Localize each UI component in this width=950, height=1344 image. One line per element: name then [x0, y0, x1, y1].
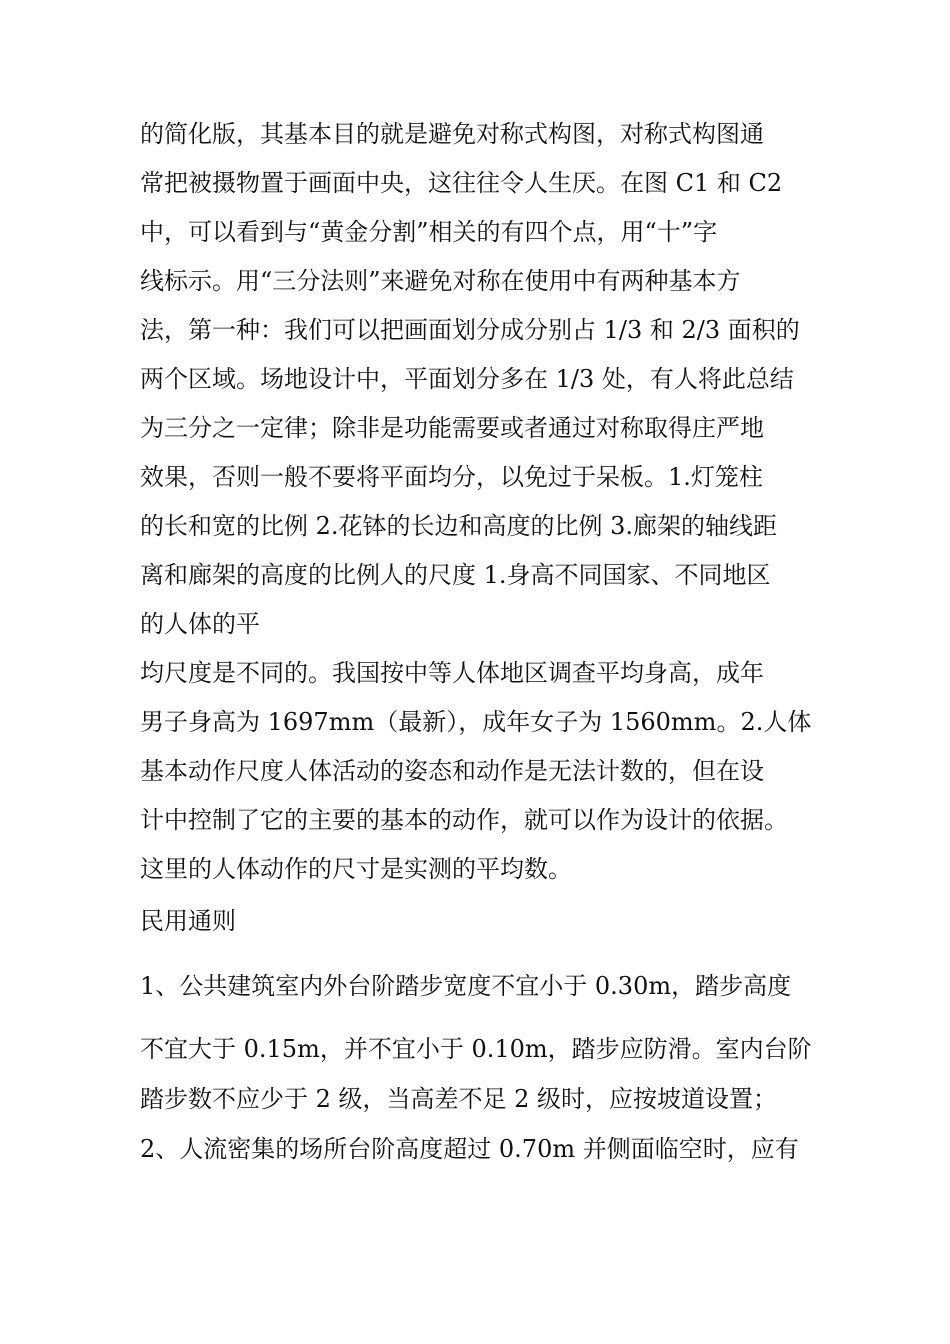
text-line: 法，第一种：我们可以把画面划分成分别占 1/3 和 2/3 面积的 — [140, 316, 800, 344]
text-line: 常把被摄物置于画面中央，这往往令人生厌。在图 C1 和 C2 — [140, 169, 783, 197]
text-line: 不宜大于 0.15m，并不宜小于 0.10m，踏步应防滑。室内台阶 — [140, 1035, 812, 1063]
text-line: 离和廊架的高度的比例人的尺度 1.身高不同国家、不同地区 — [140, 561, 771, 589]
text-line: 这里的人体动作的尺寸是实测的平均数。 — [140, 855, 572, 883]
text-line: 的人体的平 — [140, 610, 260, 638]
text-line: 1、公共建筑室内外台阶踏步宽度不宜小于 0.30m，踏步高度 — [140, 972, 792, 1000]
text-line: 效果，否则一般不要将平面均分，以免过于呆板。1.灯笼柱 — [140, 463, 763, 491]
text-line: 两个区域。场地设计中，平面划分多在 1/3 处，有人将此总结 — [140, 365, 794, 393]
text-line: 线标示。用“三分法则”来避免对称在使用中有两种基本方 — [140, 267, 741, 295]
section-heading: 民用通则 — [140, 907, 236, 935]
text-line: 男子身高为 1697mm（最新），成年女子为 1560mm。2.人体 — [140, 708, 812, 736]
text-line: 的长和宽的比例 2.花钵的长边和高度的比例 3.廊架的轴线距 — [140, 512, 778, 540]
text-line: 踏步数不应少于 2 级，当高差不足 2 级时，应按坡道设置； — [140, 1085, 778, 1113]
text-line: 为三分之一定律；除非是功能需要或者通过对称取得庄严地 — [140, 414, 764, 442]
text-line: 基本动作尺度人体活动的姿态和动作是无法计数的，但在设 — [140, 757, 764, 785]
text-line: 2、人流密集的场所台阶高度超过 0.70m 并侧面临空时，应有 — [140, 1135, 799, 1163]
text-line: 的简化版，其基本目的就是避免对称式构图，对称式构图通 — [140, 120, 764, 148]
text-line: 计中控制了它的主要的基本的动作，就可以作为设计的依据。 — [140, 806, 788, 834]
text-line: 均尺度是不同的。我国按中等人体地区调查平均身高，成年 — [140, 659, 764, 687]
text-line: 中，可以看到与“黄金分割”相关的有四个点，用“十”字 — [140, 218, 718, 246]
